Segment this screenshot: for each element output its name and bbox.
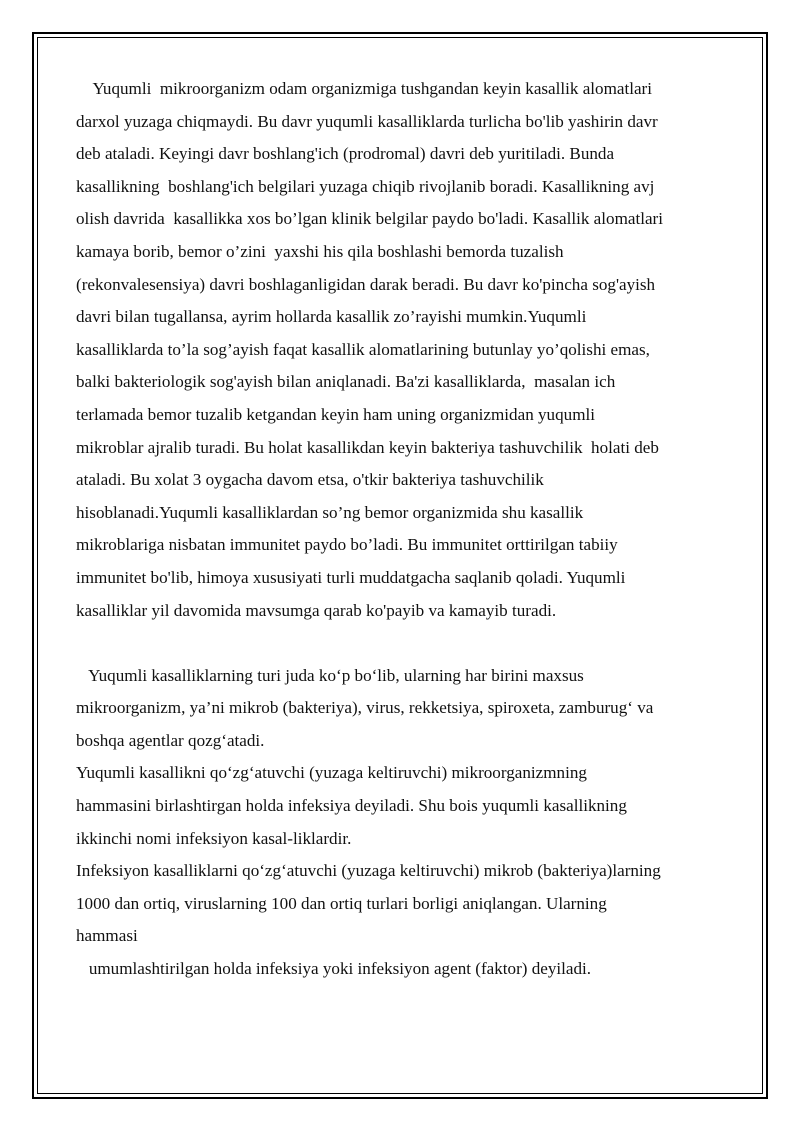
text-line: darxol yuzaga chiqmaydi. Bu davr yuqumli kasalliklarda turlicha bo'lib yashirin davr [76,111,658,131]
text-line: ataladi. Bu xolat 3 oygacha davom etsa, o'tkir bakteriya tashuvchilik [76,470,544,490]
text-line: balki bakteriologik sog'ayish bilan aniqlanadi. Ba'zi kasalliklarda, masalan ich [76,372,616,392]
text-line: immunitet bo'lib, himoya xususiyati turli muddatgacha saqlanib qoladi. Yuqumli [76,567,626,587]
text-line: umumlashtirilgan holda infeksiya yoki infeksiyon agent (faktor) deyiladi. [76,959,592,979]
text-line: Infeksiyon kasalliklarni qo‘zg‘atuvchi (yuzaga keltiruvchi) mikrob (bakteriya)larning [76,861,661,881]
text-line: mikroblar ajralib turadi. Bu holat kasallikdan keyin bakteriya tashuvchilik holati deb [76,437,659,457]
text-line: Yuqumli kasallikni qo‘zg‘atuvchi (yuzaga keltiruvchi) mikroorganizmning [76,763,587,783]
text-line: kamaya borib, bemor o’zini yaxshi his qila boshlashi bemorda tuzalish [76,241,564,261]
text-line: kasalliklar yil davomida mavsumga qarab ko'payib va kamayib turadi. [76,600,557,620]
paragraph-infection-types [76,660,726,986]
text-line: olish davrida kasallikka xos bo’lgan klinik belgilar paydo bo'ladi. Kasallik alomatlari [76,209,663,229]
text-line: deb ataladi. Keyingi davr boshlang'ich (prodromal) davri deb yuritiladi. Bunda [76,144,615,164]
text-line: davri bilan tugallansa, ayrim hollarda kasallik zo’rayishi mumkin.Yuqumli [76,307,587,327]
text-line: boshqa agentlar qozg‘atadi. [76,730,265,750]
text-line: mikroorganizm, ya’ni mikrob (bakteriya), virus, rekketsiya, spiroxeta, zamburug‘ va [76,698,654,718]
paragraph-incubation-periods [76,73,726,627]
text-line: Yuqumli kasalliklarning turi juda ko‘p bo‘lib, ularning har birini maxsus [76,665,584,685]
paragraph-spacer [76,627,726,660]
text-line: terlamada bemor tuzalib ketgandan keyin ham uning organizmidan yuqumli [76,404,595,424]
text-line: hisoblanadi.Yuqumli kasalliklardan so’ng bemor organizmida shu kasallik [76,502,584,522]
document-body [76,73,726,986]
text-line: hammasi [76,926,138,946]
text-line: hammasini birlashtirgan holda infeksiya deyiladi. Shu bois yuqumli kasallikning [76,796,627,816]
text-line: mikroblariga nisbatan immunitet paydo bo’ladi. Bu immunitet orttirilgan tabiiy [76,535,618,555]
text-line: kasallikning boshlang'ich belgilari yuzaga chiqib rivojlanib boradi. Kasallikning avj [76,176,655,196]
text-line: ikkinchi nomi infeksiyon kasal-liklardir. [76,828,352,848]
text-line: kasalliklarda to’la sog’ayish faqat kasallik alomatlarining butunlay yo’qolishi emas, [76,339,650,359]
text-line: Yuqumli mikroorganizm odam organizmiga tushgandan keyin kasallik alomatlari [76,79,653,98]
text-line: 1000 dan ortiq, viruslarning 100 dan ortiq turlari borligi aniqlangan. Ularning [76,893,607,913]
text-line: (rekonvalesensiya) davri boshlaganligidan darak beradi. Bu davr ko'pincha sog'ayish [76,274,656,294]
